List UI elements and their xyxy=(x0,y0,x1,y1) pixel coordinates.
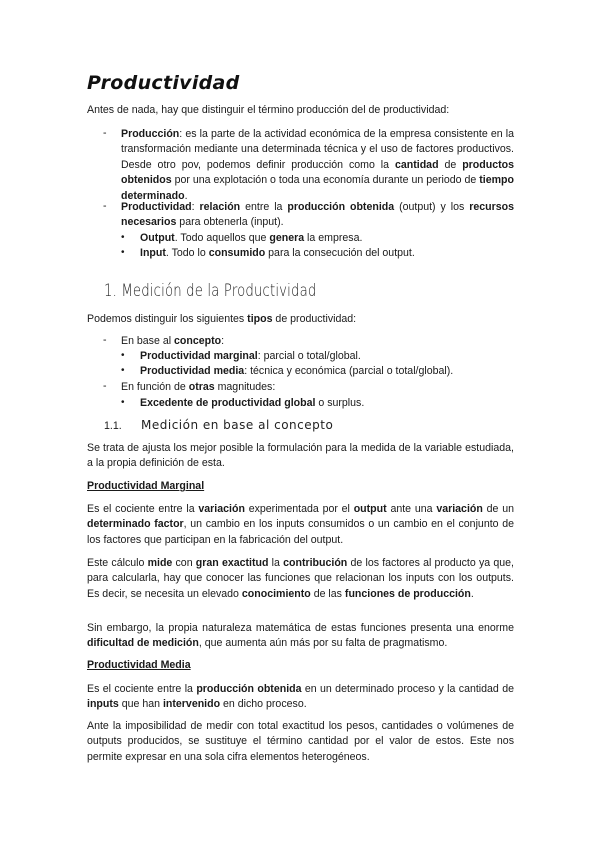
subsection-number: 1.1. xyxy=(104,420,122,432)
text-run: Es el cociente entre la xyxy=(87,683,197,695)
text-run: Es el cociente entre la xyxy=(87,503,199,515)
productividad-term: Productividad xyxy=(121,201,192,213)
bullet-marker: • xyxy=(121,397,125,408)
text-run: Sin embargo, la propia naturaleza matemática de estas funciones presenta una enorme xyxy=(87,622,514,634)
output-item xyxy=(140,231,514,246)
text-run: para obtenerla (input). xyxy=(176,216,284,229)
bold-run: contribución xyxy=(283,557,348,569)
text-run: de productividad: xyxy=(272,313,357,325)
text-run: por una explotación o toda una economía durante un periodo de xyxy=(171,174,480,187)
bold-run: funciones de producción xyxy=(344,587,471,600)
bold-run: productos obtenidos xyxy=(121,158,514,187)
text-run: en dicho proceso. xyxy=(220,698,307,711)
page-title: Productividad xyxy=(87,72,240,94)
text-run: : parcial o total/global. xyxy=(257,350,361,362)
text-run: En base al xyxy=(121,335,175,347)
bold-run: determinado factor xyxy=(87,518,184,531)
input-item xyxy=(140,246,514,261)
bold-run: genera xyxy=(269,232,305,244)
bullet-marker: • xyxy=(121,232,125,243)
bold-run: Output xyxy=(140,232,175,244)
bold-run: producción obtenida xyxy=(196,683,302,695)
text-run: de las xyxy=(310,587,345,600)
bold-run: tipos xyxy=(247,313,273,325)
bold-run: relación xyxy=(199,201,241,213)
produccion-definition xyxy=(121,127,514,204)
text-run: . xyxy=(184,189,188,202)
text-run: : es la parte de la actividad económica de la empresa consistente en la transformación mediante una determinada técnica y el uso de factores productivos. Desde otro pov, podemos definir producción como la xyxy=(121,128,514,171)
text-run: que han xyxy=(118,698,163,711)
dash-marker: - xyxy=(103,200,107,212)
bold-run: producción obtenida xyxy=(287,201,395,213)
bold-run: Excedente de productividad global xyxy=(140,397,316,409)
text-run: , un cambio en los inputs consumidos o un cambio en el conjunto de los factores que participan en la fabricación del output. xyxy=(87,518,514,546)
ajuste-paragraph: Se trata de ajusta los mejor posible la formulación para la medida de la variable estudiada, a la propia definición de esta. xyxy=(87,442,514,470)
bold-run: mide xyxy=(147,557,173,569)
dash-marker: - xyxy=(103,334,107,346)
text-run: . Todo lo xyxy=(165,247,209,259)
intro-paragraph: Antes de nada, hay que distinguir el término producción del de productividad: xyxy=(87,104,450,116)
bold-run: cantidad xyxy=(394,158,439,171)
bold-run: Input xyxy=(140,247,166,259)
text-run: . Todo aquellos que xyxy=(174,232,270,244)
bullet-marker: • xyxy=(121,365,125,376)
text-run: entre la xyxy=(240,201,288,213)
bold-run: dificultad de medición xyxy=(87,637,199,650)
bold-run: gran exactitud xyxy=(195,557,269,569)
tipos-intro xyxy=(87,312,514,327)
bold-run: variación xyxy=(198,503,245,515)
media-paragraph-2: Ante la imposibilidad de medir con total exactitud los pesos, cantidades o volúmenes de outputs producidos, se sustituye el término cantidad por el valor de estos. Este nos permite expresar en una sola cifra elementos heterogéneos. xyxy=(87,720,514,763)
text-run: de xyxy=(438,158,463,171)
section-heading: 1. Medición de la Productividad xyxy=(104,281,317,301)
text-run: En función de xyxy=(121,381,189,393)
text-run: para la consecución del output. xyxy=(265,247,415,259)
bold-run: recursos necesarios xyxy=(121,201,514,229)
text-run: de un xyxy=(482,503,514,515)
text-run: experimentada por el xyxy=(244,503,354,515)
text-run: o surplus. xyxy=(315,397,365,409)
text-run: en un determinado proceso y la cantidad de xyxy=(301,683,514,695)
bullet-marker: • xyxy=(121,247,125,258)
text-run: con xyxy=(172,557,196,569)
bold-run: conocimiento xyxy=(241,587,311,600)
dash-marker: - xyxy=(103,380,107,392)
text-run: . xyxy=(470,587,474,600)
bold-run: otras xyxy=(188,381,215,393)
text-run: : técnica y económica (parcial o total/global). xyxy=(244,365,454,377)
otras-item xyxy=(121,380,514,395)
subsection-heading: Medición en base al concepto xyxy=(141,418,334,432)
bold-run: Productividad marginal xyxy=(140,350,258,362)
excedente-item xyxy=(140,396,514,411)
marginal-paragraph-1 xyxy=(87,502,514,548)
media-paragraph-1 xyxy=(87,682,514,713)
bold-run: tiempo determinado xyxy=(121,174,514,202)
concepto-item xyxy=(121,334,514,349)
bold-run: inputs xyxy=(87,698,119,711)
bold-run: concepto xyxy=(174,335,222,347)
text-run: de los factores al producto ya que, para calcularla, hay que conocer las funciones que relacionan los inputs con los outputs. Es decir, se necesita un elevado xyxy=(87,557,514,600)
dash-marker: - xyxy=(103,127,107,139)
text-run: : xyxy=(191,201,200,213)
text-run: la xyxy=(268,557,284,569)
text-run: , que aumenta aún más por su falta de pragmatismo. xyxy=(198,637,448,650)
text-run: Este cálculo xyxy=(87,557,148,569)
productividad-definition xyxy=(121,200,514,231)
bold-run: intervenido xyxy=(162,698,221,711)
text-run: : xyxy=(221,335,225,347)
media-heading: Productividad Media xyxy=(87,659,191,671)
marginal-heading: Productividad Marginal xyxy=(87,480,205,492)
bold-run: output xyxy=(353,503,387,515)
bold-run: variación xyxy=(436,503,483,515)
bold-run: consumido xyxy=(208,247,266,259)
text-run: (output) y los xyxy=(394,201,470,213)
text-run: ante una xyxy=(386,503,437,515)
text-run: la empresa. xyxy=(304,232,363,244)
marginal-paragraph-3 xyxy=(87,621,514,652)
bullet-marker: • xyxy=(121,350,125,361)
produccion-term: Producción xyxy=(121,128,180,140)
text-run: Podemos distinguir los siguientes xyxy=(87,313,248,325)
media-item xyxy=(140,364,514,379)
text-run: magnitudes: xyxy=(214,381,276,393)
marginal-paragraph-2 xyxy=(87,556,514,602)
bold-run: Productividad media xyxy=(140,365,245,377)
marginal-item xyxy=(140,349,514,364)
